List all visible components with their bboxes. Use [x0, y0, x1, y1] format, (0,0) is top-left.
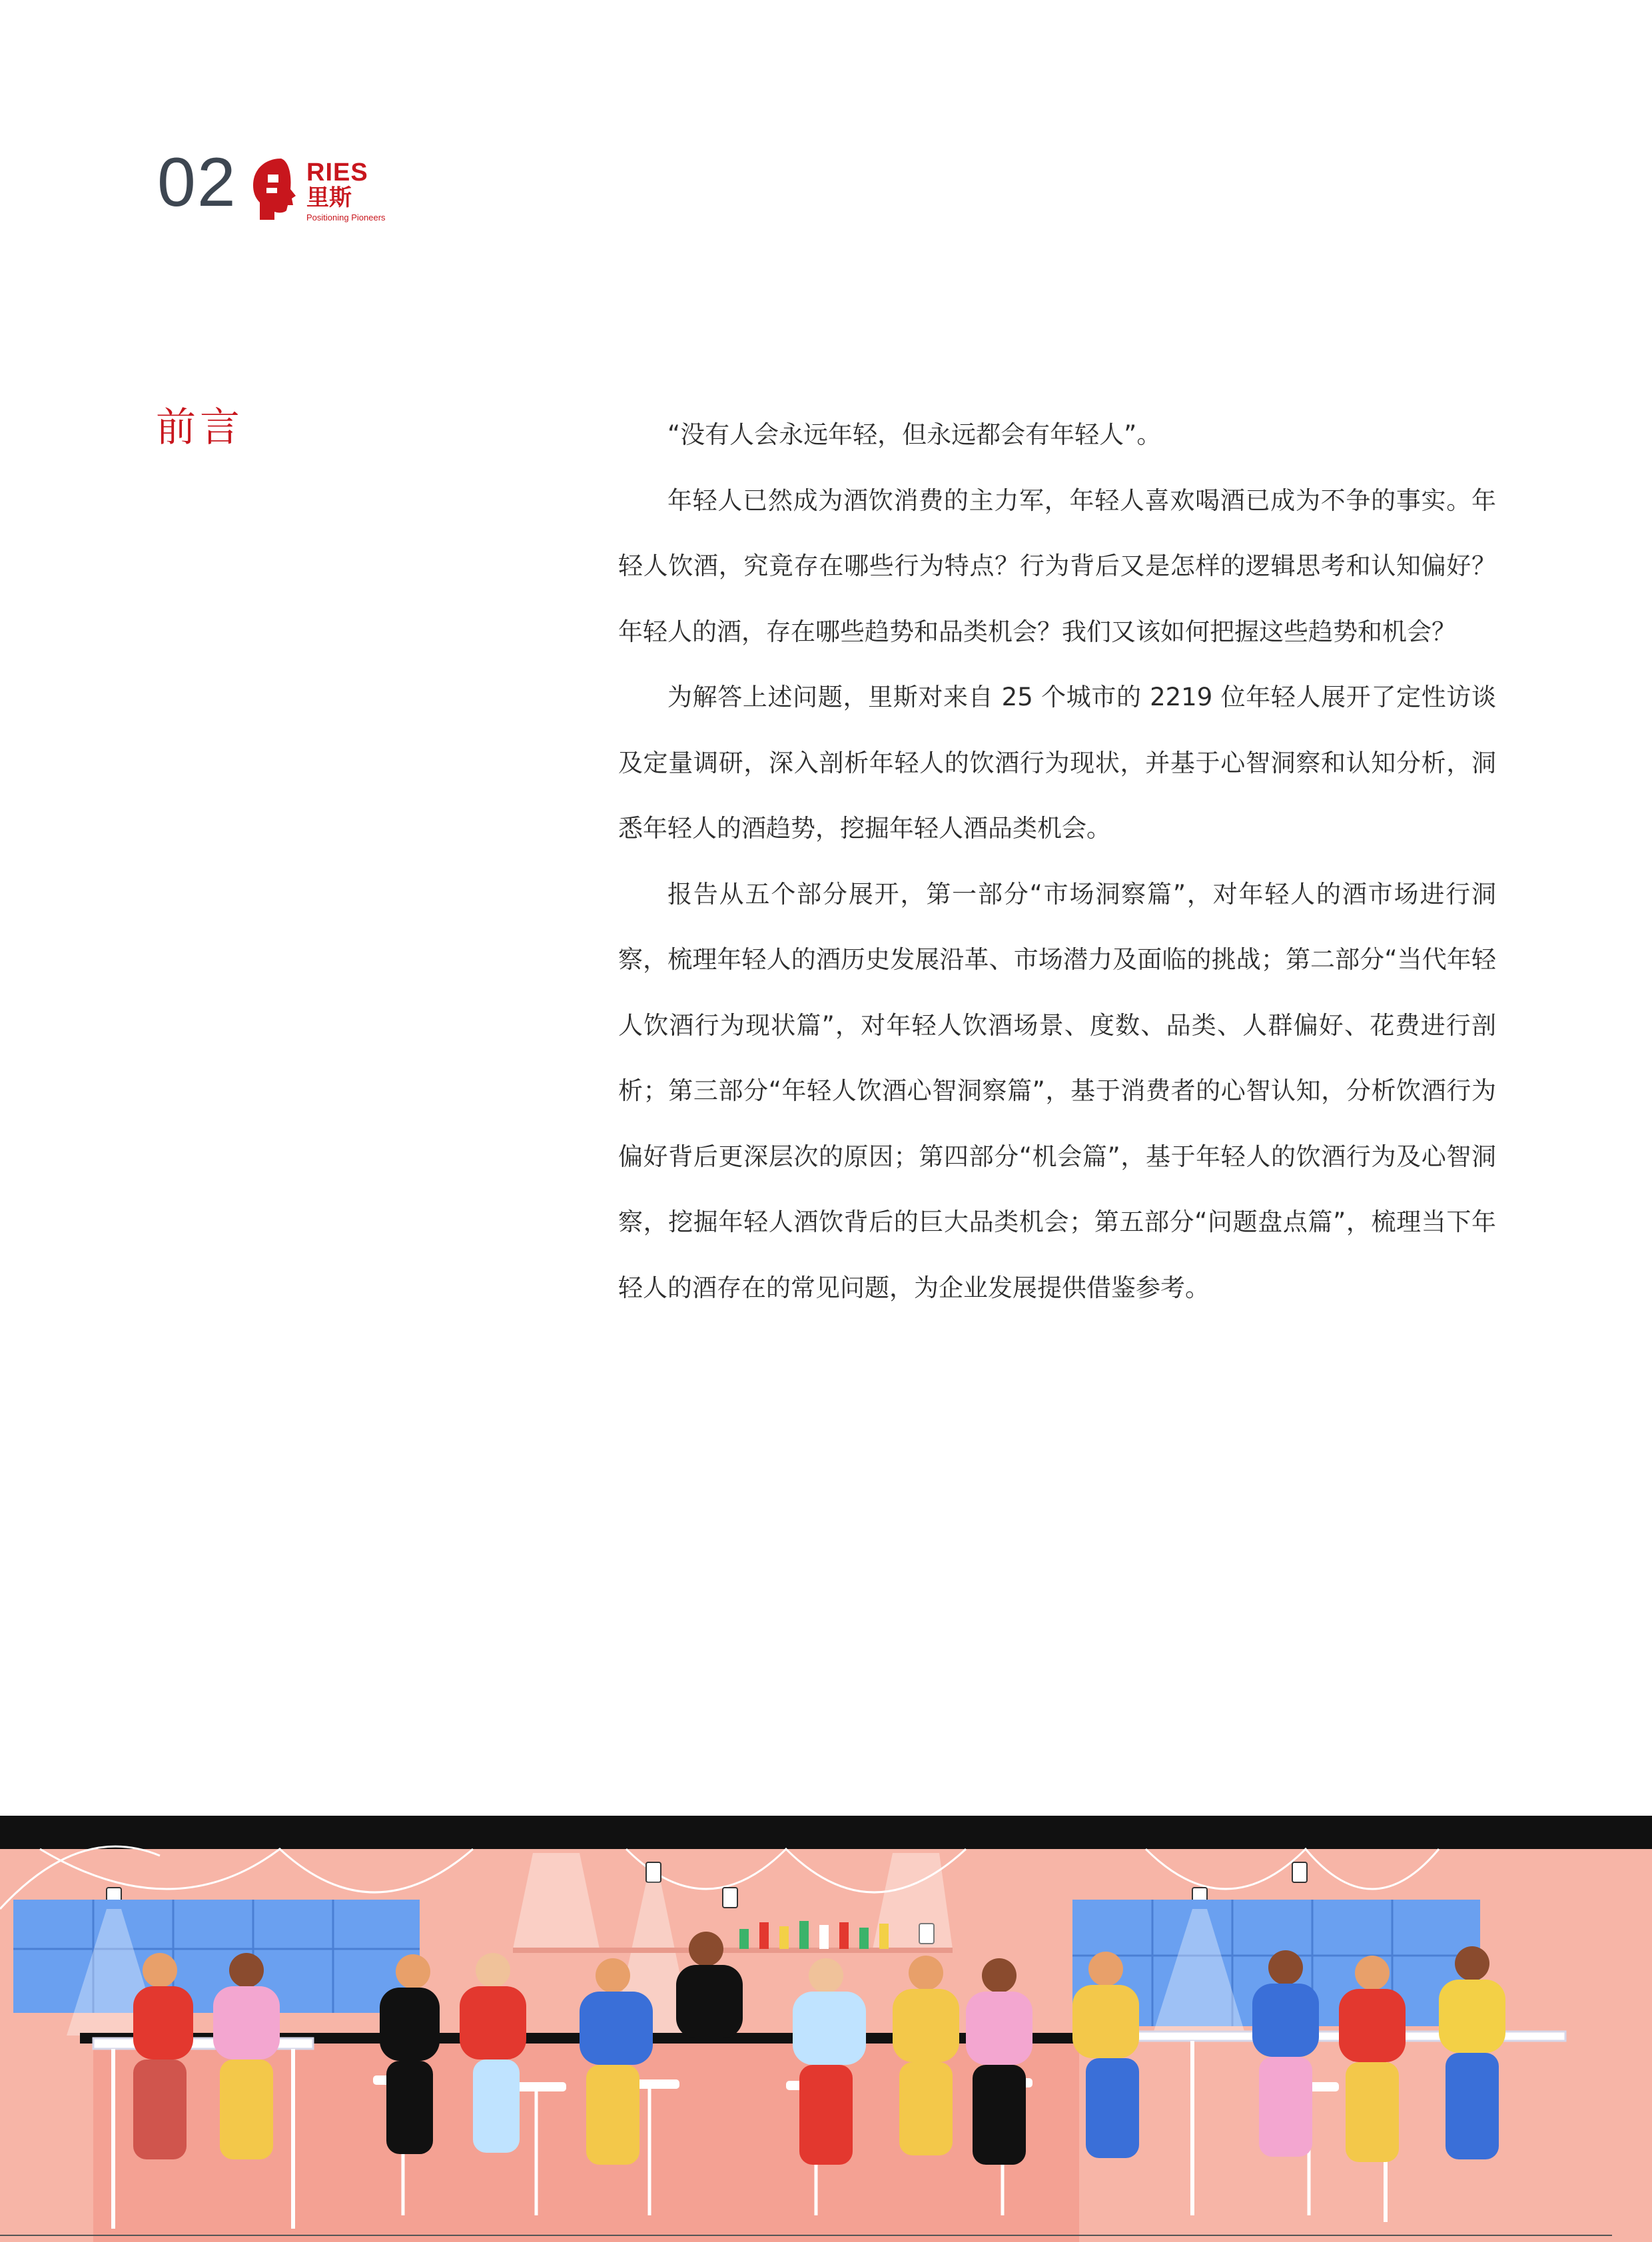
logo-brand-zh: 里斯	[306, 185, 352, 211]
logo-brand-en: RIES	[306, 159, 368, 187]
bar-scene-illustration	[0, 1816, 1652, 2242]
ries-logo	[248, 153, 401, 226]
paragraph-4: 报告从五个部分展开，第一部分“市场洞察篇”，对年轻人的酒市场进行洞察，梳理年轻人的酒历史发展沿革、市场潜力及面临的挑战；第二部分“当代年轻人饮酒行为现状篇”，对年轻人饮酒场景、度数、品类、人群偏好、花费进行剖析；第三部分“年轻人饮酒心智洞察篇”，基于消费者的心智认知，分析饮酒行为偏好背后更深层次的原因；第四部分“机会篇”，基于年轻人的饮酒行为及心智洞察，挖掘年轻人酒饮背后的巨大品类机会；第五部分“问题盘点篇”，梳理当下年轻人的酒存在的常见问题，为企业发展提供借鉴参考。	[618, 879, 1496, 1302]
page-number: 02	[157, 144, 237, 221]
paragraph-3: 为解答上述问题，里斯对来自 25 个城市的 2219 位年轻人展开了定性访谈及定量调研，深入剖析年轻人的饮酒行为现状，并基于心智洞察和认知分析，洞悉年轻人的酒趋势，挖掘年轻人酒品类机会。	[618, 683, 1496, 843]
paragraph-1: “没有人会永远年轻，但永远都会有年轻人”。	[667, 420, 1162, 449]
section-heading: 前言	[156, 404, 244, 451]
body-text	[618, 402, 1496, 1321]
logo-tagline: Positioning Pioneers	[306, 212, 386, 222]
paragraph-2: 年轻人已然成为酒饮消费的主力军，年轻人喜欢喝酒已成为不争的事实。年轻人饮酒，究竟存在哪些行为特点？行为背后又是怎样的逻辑思考和认知偏好？年轻人的酒，存在哪些趋势和品类机会？我们又该如何把握这些趋势和机会？	[618, 486, 1496, 646]
ries-head-logo-icon	[248, 156, 309, 222]
